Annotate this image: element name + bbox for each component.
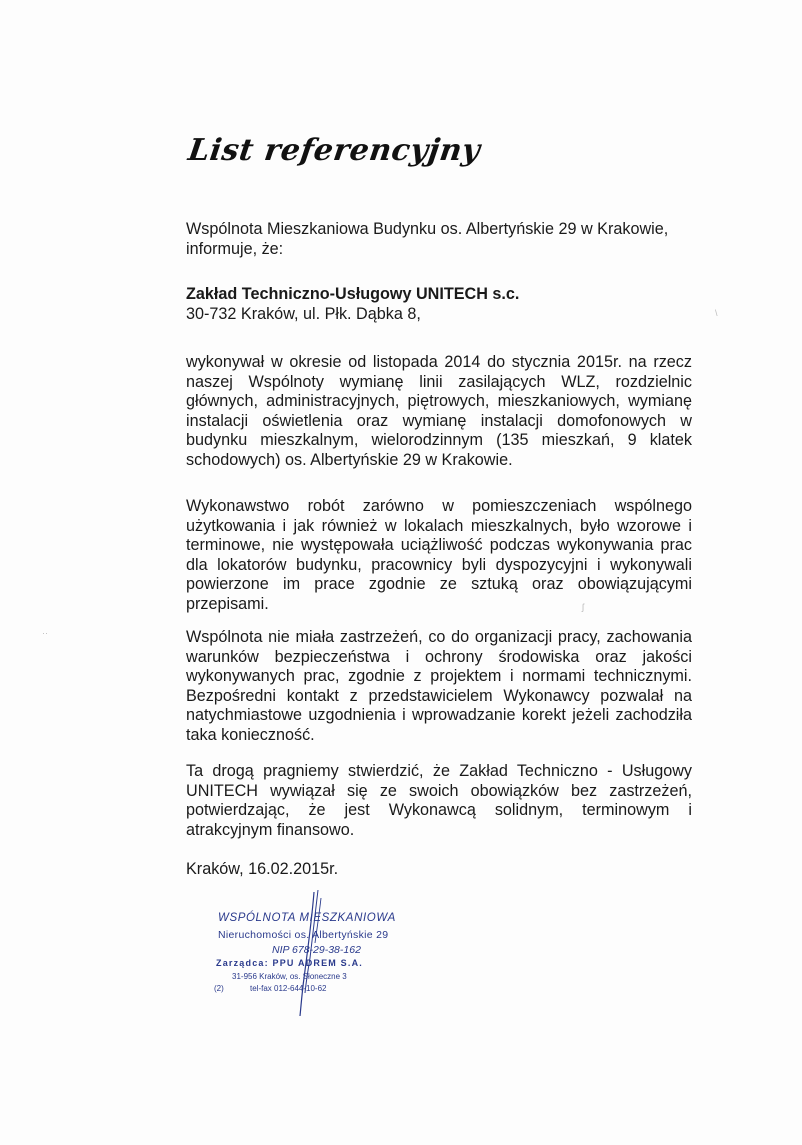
paragraph-quality: Wykonawstwo robót zarówno w pomieszczeniach wspólnego użytkowania i jak również w lokalach mieszkalnych, było wzorowe i terminowe, nie występowała uciążliwość podczas wykonywania prac dla lokatorów budynku, pracownicy byli dyspozycyjni i wykonywali powierzone im prace zgodnie ze sztuką oraz obowiązującymi przepisami.	[186, 497, 692, 613]
letter-title: List referencyjny	[186, 133, 483, 168]
paper-mark: \	[715, 308, 718, 318]
date-line: Kraków, 16.02.2015r.	[186, 860, 339, 878]
stamp-number: (2)	[214, 984, 224, 993]
stamp-line-5: 31-956 Kraków, os. Słoneczne 3	[232, 972, 347, 981]
paper-mark: ʃ	[582, 602, 584, 612]
company-block	[186, 285, 692, 324]
handwritten-signature	[282, 888, 332, 1018]
company-address: 30-732 Kraków, ul. Płk. Dąbka 8,	[186, 304, 421, 323]
paper-mark: ··	[42, 628, 48, 638]
stamp-line-2: Nieruchomości os. Albertyńskie 29	[218, 929, 389, 941]
paragraph-no-objections: Wspólnota nie miała zastrzeżeń, co do organizacji pracy, zachowania warunków bezpieczeństwa i ochrony środowiska oraz jakości wykonywanych prac, zgodnie z projektem i normami technicznymi. Bezpośredni kontakt z przedstawicielem Wykonawcy pozwalał na natychmiastowe uzgodnienia i wprowadzanie korekt jeżeli zachodziła taka konieczność.	[186, 628, 692, 744]
paragraph-scope: wykonywał w okresie od listopada 2014 do stycznia 2015r. na rzecz naszej Wspólnoty wymianę linii zasilających WLZ, rozdzielnic głównych, administracyjnych, piętrowych, mieszkaniowych, wymianę instalacji oświetlenia oraz wymianę instalacji domofonowych w budynku mieszkalnym, wielorodzinnym (135 mieszkań, 9 klatek schodowych) os. Albertyńskie 29 w Krakowie.	[186, 353, 692, 469]
stamp-line-1: WSPÓLNOTA MIESZKANIOWA	[218, 912, 396, 924]
stamp-line-4: Zarządca: PPU ADREM S.A.	[216, 958, 363, 968]
stamp-line-6: tel-fax 012-644-10-62	[250, 984, 327, 993]
company-name: Zakład Techniczno-Usługowy UNITECH s.c.	[186, 285, 520, 303]
paragraph-conclusion: Ta drogą pragniemy stwierdzić, że Zakład Techniczno - Usługowy UNITECH wywiązał się ze swoich obowiązków bez zastrzeżeń, potwierdzając, że jest Wykonawcą solidnym, terminowym i atrakcyjnym finansowo.	[186, 762, 692, 839]
intro-paragraph: Wspólnota Mieszkaniowa Budynku os. Albertyńskie 29 w Krakowie, informuje, że:	[186, 220, 669, 258]
stamp-line-3: NIP 678-29-38-162	[272, 944, 361, 956]
